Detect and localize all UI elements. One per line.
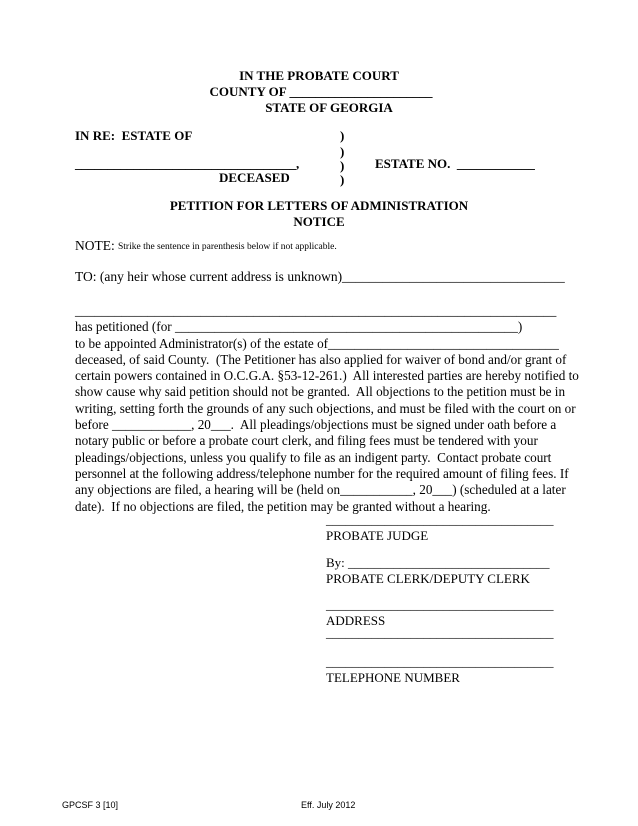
- body-line: certain powers contained in O.C.G.A. §53-12-261.) All interested parties are hereby notified to: [75, 368, 579, 384]
- note-text: Strike the sentence in parenthesis below if not applicable.: [118, 242, 337, 252]
- body-line: pleadings/objections, unless you qualify to file as an indigent party. Contact probate court: [75, 449, 552, 465]
- judge-signature-line: ___________________________________: [326, 512, 554, 527]
- note-label: NOTE:: [75, 238, 115, 253]
- body-line: has petitioned (for ____________________________________________________): [75, 319, 523, 335]
- caption-paren: ): [340, 172, 345, 187]
- body-line: to be appointed Administrator(s) of the estate of___________________________________: [75, 335, 559, 351]
- probate-clerk-label: PROBATE CLERK/DEPUTY CLERK: [326, 571, 530, 586]
- body-line: personnel at the following address/telephone number for the required amount of filing fees. If: [75, 465, 569, 481]
- body-line: deceased, of said County. (The Petitioner has also applied for waiver of bond and/or grant of: [75, 351, 567, 367]
- form-id: GPCSF 3 [10]: [62, 800, 119, 810]
- telephone-label: TELEPHONE NUMBER: [326, 670, 460, 685]
- estate-number: ESTATE NO. ____________: [375, 156, 535, 171]
- probate-judge-label: PROBATE JUDGE: [326, 528, 429, 543]
- notice-body: [75, 303, 579, 515]
- effective-date: Eff. July 2012: [301, 800, 356, 810]
- notice-title: NOTICE: [293, 214, 345, 229]
- petition-title: PETITION FOR LETTERS OF ADMINISTRATION: [169, 198, 469, 213]
- court-title: IN THE PROBATE COURT: [239, 68, 399, 83]
- body-line: date). If no objections are filed, the petition may be granted without a hearing.: [75, 498, 491, 514]
- address-line: ___________________________________: [326, 625, 554, 640]
- caption-paren: ): [340, 128, 345, 143]
- body-line: any objections are filed, a hearing will be (held on___________, 20___) (scheduled at a later: [75, 482, 566, 498]
- body-line: writing, setting forth the grounds of any such objections, and must be filed with the court on or: [75, 400, 576, 416]
- telephone-line: ___________________________________: [326, 654, 554, 669]
- body-line: show cause why said petition should not be granted. All objections to the petition must be in: [75, 384, 566, 400]
- body-line: before ____________, 20___. All pleadings/objections must be signed under oath before a: [75, 417, 557, 433]
- in-re-estate: IN RE: ESTATE OF: [75, 128, 193, 143]
- county-line: COUNTY OF ______________________: [209, 84, 433, 99]
- clerk-signature-line: By: _______________________________: [326, 555, 550, 570]
- body-line: _________________________________________________________________________: [75, 303, 557, 318]
- body-line: notary public or before a probate court clerk, and filing fees must be tendered with your: [75, 433, 538, 449]
- address-line: ___________________________________: [326, 597, 554, 612]
- address-label: ADDRESS: [326, 613, 386, 628]
- caption-paren: ): [340, 158, 345, 173]
- state-line: STATE OF GEORGIA: [265, 100, 393, 115]
- caption-paren: ): [340, 144, 345, 159]
- decedent-name-line: __________________________________,: [75, 156, 300, 171]
- to-heir-line: TO: (any heir whose current address is unknown)_________________________________: [75, 269, 565, 284]
- deceased-label: DECEASED: [219, 170, 290, 185]
